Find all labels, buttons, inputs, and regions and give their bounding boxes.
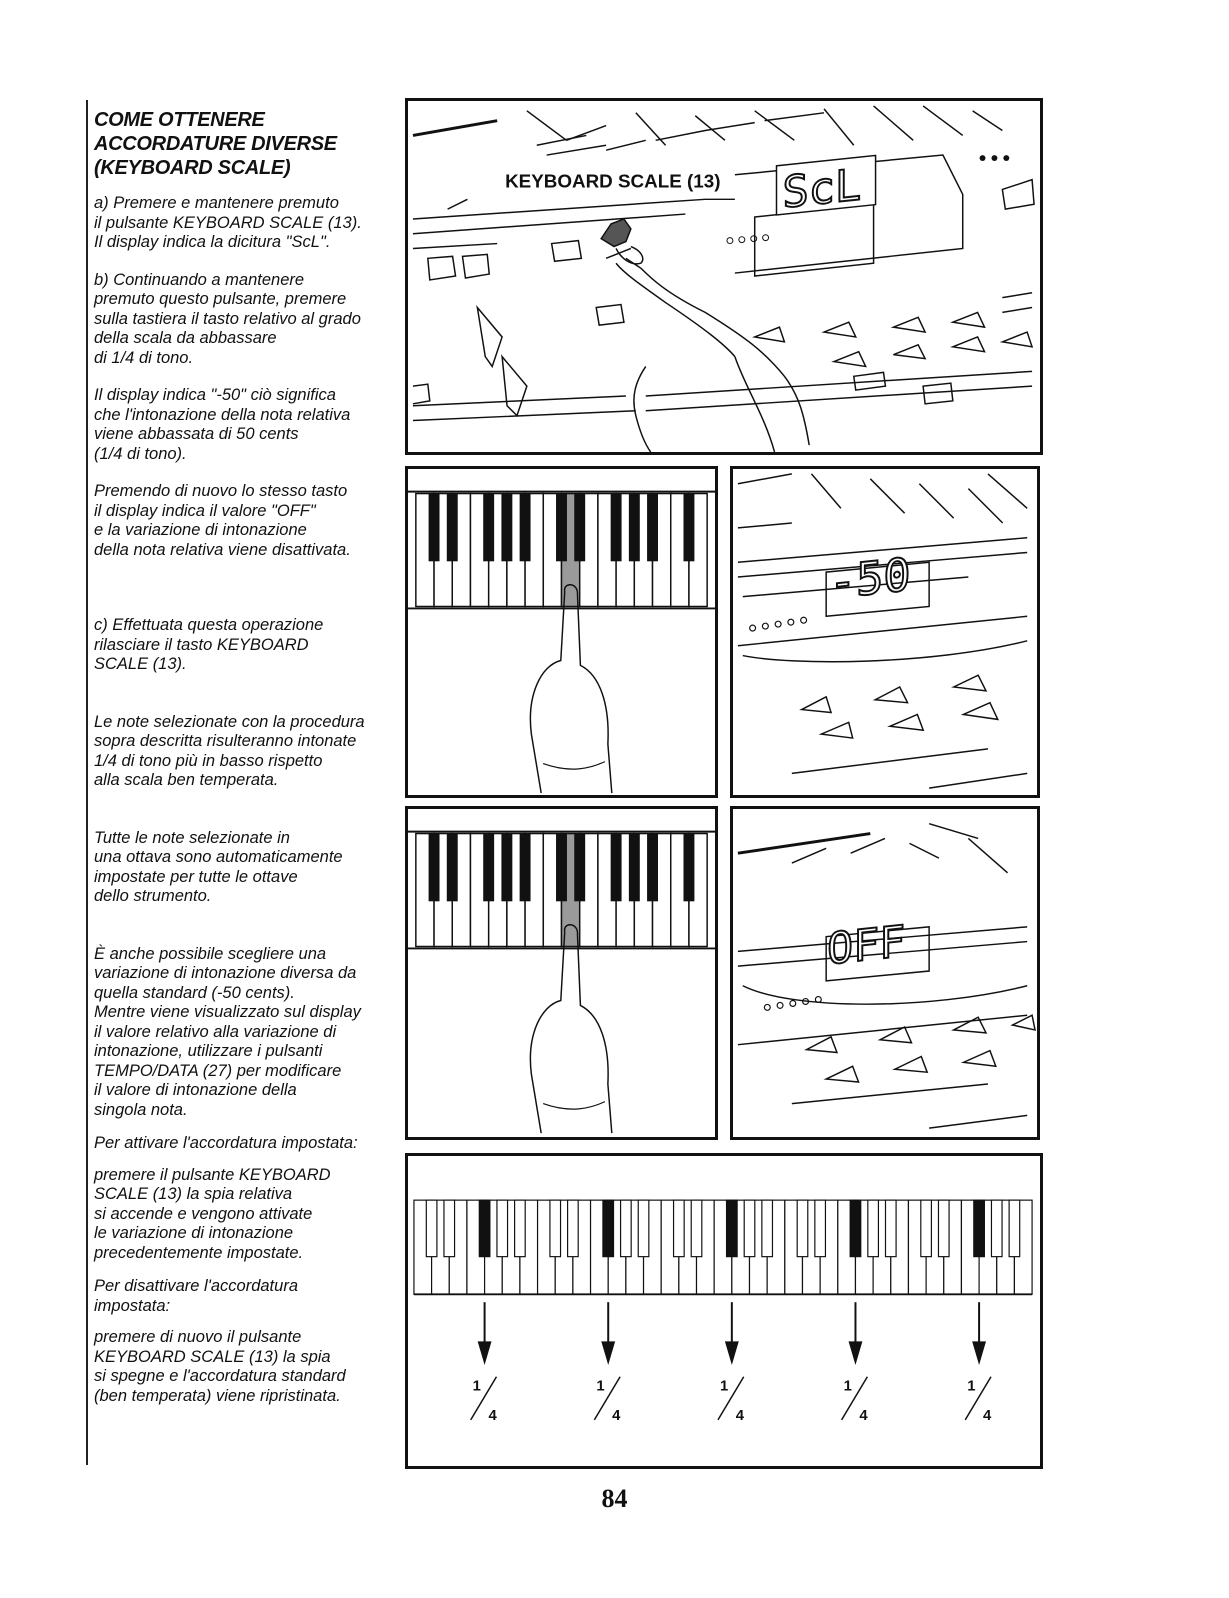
fraction-numerator: 1 — [719, 1378, 729, 1395]
black-key — [921, 1200, 932, 1257]
illustration-keyboard-scale-button — [405, 98, 1043, 455]
black-key — [501, 494, 512, 562]
black-key — [691, 1200, 702, 1257]
illustration-key-press-2 — [405, 806, 718, 1140]
black-key — [426, 1200, 437, 1257]
black-key — [556, 494, 567, 562]
black-key — [574, 834, 585, 902]
title-line-3: (KEYBOARD SCALE) — [94, 157, 291, 179]
panel-drawing-minus50 — [733, 469, 1037, 795]
black-key — [638, 1200, 649, 1257]
black-key — [991, 1200, 1002, 1257]
para-octaves: Tutte le note selezionate in una ottava sono automaticamente impostate per tutte le ottave dello strumento. — [94, 828, 343, 905]
panel-label: KEYBOARD SCALE (13) — [505, 170, 721, 192]
para-activate: premere il pulsante KEYBOARD SCALE (13) la spia relativa si accende e vengono attivate le variazione di intonazione precedentemente impostate. — [94, 1165, 331, 1262]
arrow-head — [849, 1341, 863, 1365]
black-key — [515, 1200, 526, 1257]
black-key — [674, 1200, 685, 1257]
fraction-denominator: 4 — [859, 1407, 868, 1424]
marked-black-key — [603, 1200, 614, 1257]
black-key — [797, 1200, 808, 1257]
black-key — [550, 1200, 561, 1257]
black-key — [647, 494, 658, 562]
cuff-line — [543, 762, 605, 769]
display-minus50: -50 — [829, 547, 911, 610]
para-deactivate: premere di nuovo il pulsante KEYBOARD SCALE (13) la spia si spegne e l'accordatura standard (ben temperata) viene ripristinata. — [94, 1328, 346, 1405]
black-key — [483, 494, 494, 562]
fraction-numerator: 1 — [472, 1378, 481, 1395]
illustration-display-minus50 — [730, 466, 1040, 798]
black-key — [885, 1200, 896, 1257]
para-step-a: a) Premere e mantenere premuto il pulsante KEYBOARD SCALE (13). Il display indica la dicitura "ScL". — [94, 194, 362, 251]
black-key — [611, 494, 622, 562]
fraction-denominator: 4 — [612, 1407, 621, 1424]
cuff-line — [543, 1102, 605, 1109]
black-key — [683, 834, 694, 902]
black-key — [501, 834, 512, 902]
para-display-minus50: Il display indica "-50" ciò significa che l'intonazione della nota relativa viene abbassata di 50 cents (1/4 di tono). — [94, 386, 351, 463]
para-step-c: c) Effettuata questa operazione rilasciare il tasto KEYBOARD SCALE (13). — [94, 616, 324, 673]
arrow-head — [478, 1341, 492, 1365]
illustration-display-off — [730, 806, 1040, 1140]
black-key — [683, 494, 694, 562]
illustration-octave-scale — [405, 1153, 1043, 1469]
fraction-numerator: 1 — [967, 1378, 976, 1395]
fraction-denominator: 4 — [735, 1407, 745, 1424]
para-activate-title: Per attivare l'accordatura impostata: — [94, 1134, 358, 1152]
black-key — [938, 1200, 949, 1257]
black-key — [647, 834, 658, 902]
para-step-b: b) Continuando a mantenere premuto questo pulsante, premere sulla tastiera il tasto relativo al grado della scala da abbassare di 1/4 di tono. — [94, 270, 361, 367]
black-key — [762, 1200, 773, 1257]
black-key — [629, 834, 640, 902]
black-key — [447, 494, 458, 562]
black-key — [447, 834, 458, 902]
black-key — [520, 834, 531, 902]
section-title — [94, 108, 396, 180]
fraction-numerator: 1 — [843, 1378, 852, 1395]
panel-drawing — [408, 101, 1040, 452]
arrow-head — [601, 1341, 615, 1365]
black-key — [520, 494, 531, 562]
margin-rule — [86, 100, 88, 1465]
black-key — [1009, 1200, 1020, 1257]
title-line-2: ACCORDATURE DIVERSE — [94, 133, 337, 155]
para-variation: È anche possibile scegliere una variazione di intonazione diversa da quella standard (-50 cents). Mentre viene visualizzato sul display il valore relativo alla variazione di intonazione, utilizzare i pulsanti TEMPO/DATA (27) per modificare il valore di intonazione della singola nota. — [94, 944, 361, 1119]
black-key — [497, 1200, 508, 1257]
finger-hand — [530, 585, 611, 793]
black-key — [815, 1200, 826, 1257]
text-column — [94, 108, 396, 1406]
black-key — [629, 494, 640, 562]
black-key — [568, 1200, 579, 1257]
para-deactivate-title: Per disattivare l'accordatura impostata: — [94, 1277, 298, 1315]
keyboard-drawing-2 — [408, 809, 715, 1137]
black-key — [611, 834, 622, 902]
marked-black-key — [727, 1200, 738, 1257]
arrow-head — [725, 1341, 739, 1365]
display-off: OFF — [827, 916, 906, 976]
black-key — [744, 1200, 755, 1257]
marked-black-key — [479, 1200, 490, 1257]
title-line-1: COME OTTENERE — [94, 109, 265, 131]
black-key — [444, 1200, 455, 1257]
marked-black-key — [850, 1200, 861, 1257]
fraction-numerator: 1 — [596, 1378, 605, 1395]
black-key — [556, 834, 567, 902]
marked-black-key — [974, 1200, 985, 1257]
display-scl: ScL — [782, 160, 862, 219]
panel-drawing-off — [733, 809, 1037, 1137]
black-key — [574, 494, 585, 562]
para-notes: Le note selezionate con la procedura sopra descritta risulteranno intonate 1/4 di tono più in basso rispetto alla scala ben temperata. — [94, 712, 365, 789]
arrow-head — [972, 1341, 986, 1365]
black-key — [868, 1200, 879, 1257]
page-number: 84 — [601, 1484, 628, 1513]
finger-hand — [530, 925, 611, 1133]
fraction-denominator: 4 — [488, 1407, 497, 1424]
black-key — [483, 834, 494, 902]
keyboard-drawing-1 — [408, 469, 715, 795]
black-key — [429, 834, 440, 902]
para-display-off: Premendo di nuovo lo stesso tasto il display indica il valore "OFF" e la variazione di intonazione della nota relativa viene disattivata. — [94, 482, 351, 559]
black-key — [621, 1200, 632, 1257]
octave-keyboard-drawing — [408, 1156, 1040, 1466]
illustration-key-press-1 — [405, 466, 718, 798]
fraction-denominator: 4 — [983, 1407, 992, 1424]
black-key — [429, 494, 440, 562]
